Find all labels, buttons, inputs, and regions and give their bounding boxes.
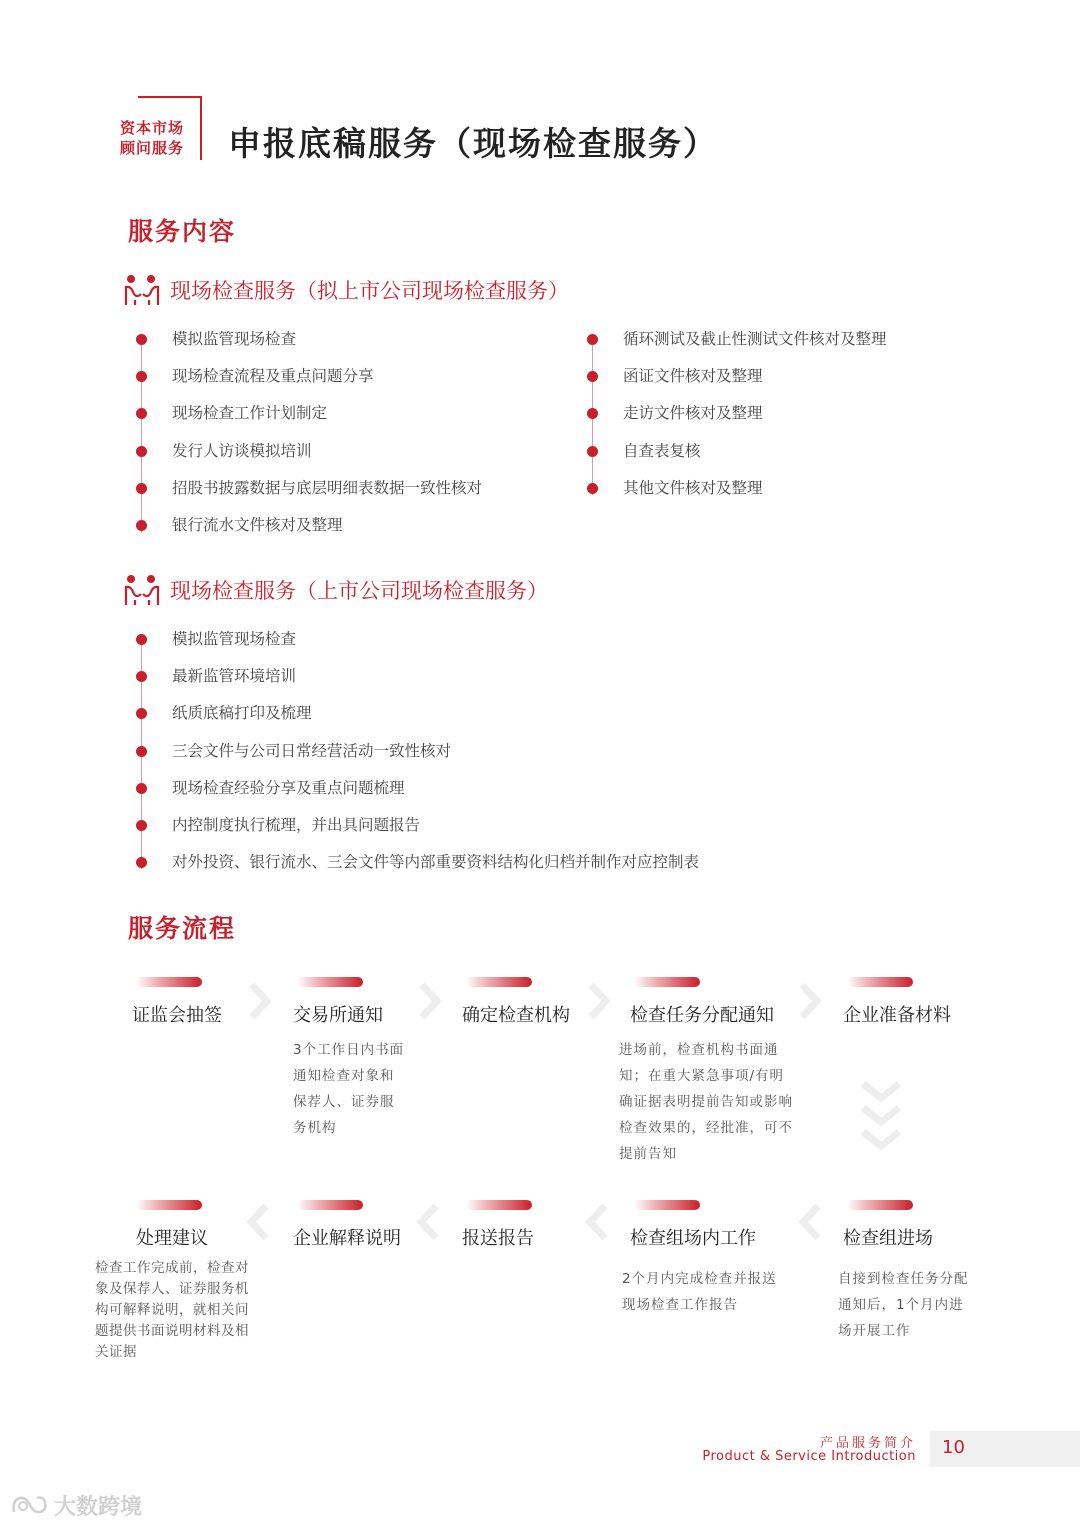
step-bar (136, 1200, 202, 1210)
step-desc: 2个月内完成检查并报送现场检查工作报告 (622, 1271, 777, 1313)
chevron-right-icon (248, 982, 272, 1020)
list-item-text: 银行流水文件核对及整理 (172, 515, 343, 534)
bullet-dot-icon (136, 820, 147, 831)
step-bar (466, 1200, 532, 1210)
bullet-dot-icon (587, 371, 598, 382)
list-item-text: 其他文件核对及整理 (623, 478, 763, 497)
step-title: 企业解释说明 (293, 1228, 401, 1249)
list-item (126, 701, 826, 738)
list-item (577, 401, 1017, 438)
step-desc: 进场前，检查机构书面通知；在重大紧急事项/有明确证据表明提前告知或影响检查效果的，经批准，可不提前告知 (619, 1042, 793, 1162)
list-item-text: 最新监管环境培训 (172, 667, 297, 686)
step-bar (466, 977, 532, 987)
chevron-left-icon (246, 1203, 270, 1241)
list-item (126, 664, 826, 701)
group2-heading-text: 现场检查服务（上市公司现场检查服务） (170, 579, 548, 603)
step-desc: 自接到检查任务分配通知后，1个月内进场开展工作 (838, 1271, 969, 1339)
bullet-dot-icon (136, 483, 147, 494)
list-item-text: 现场检查流程及重点问题分享 (172, 367, 374, 386)
list-item-text: 函证文件核对及整理 (623, 367, 763, 386)
list-item-text: 走访文件核对及整理 (623, 404, 763, 423)
step-title: 企业准备材料 (843, 1005, 951, 1026)
footer-en-label: Product & Service Introduction (702, 1449, 916, 1464)
step-bar (634, 1200, 700, 1210)
group2-list (126, 627, 826, 887)
step-bar (297, 977, 363, 987)
bullet-dot-icon (136, 708, 147, 719)
list-item-text: 模拟监管现场检查 (172, 630, 297, 648)
list-item-text: 发行人访谈模拟培训 (172, 441, 312, 460)
list-item-text: 模拟监管现场检查 (172, 330, 297, 348)
bullet-dot-icon (136, 446, 147, 457)
people-icon (124, 574, 160, 606)
list-item (126, 813, 826, 850)
list-item (577, 364, 1017, 401)
list-item (577, 439, 1017, 476)
list-item-text: 现场检查工作计划制定 (172, 404, 328, 423)
chevron-right-icon (587, 982, 611, 1020)
bullet-dot-icon (136, 783, 147, 794)
bullet-dot-icon (587, 334, 598, 345)
bullet-dot-icon (136, 857, 147, 868)
bullet-dot-icon (136, 671, 147, 682)
chevron-right-icon (798, 982, 822, 1020)
chevron-left-icon (416, 1203, 440, 1241)
group1-heading-text: 现场检查服务（拟上市公司现场检查服务） (170, 279, 569, 303)
list-item (126, 513, 686, 550)
step-title: 交易所通知 (293, 1005, 383, 1026)
bullet-dot-icon (136, 408, 147, 419)
bullet-dot-icon (136, 371, 147, 382)
list-item-text: 招股书披露数据与底层明细表数据一致性核对 (172, 478, 483, 497)
list-item-text: 对外投资、银行流水、三会文件等内部重要资料结构化归档并制作对应控制表 (172, 853, 700, 872)
list-item (577, 476, 1017, 513)
step-bar (634, 977, 700, 987)
bullet-dot-icon (136, 334, 147, 345)
chevron-left-icon (798, 1203, 822, 1241)
watermark-text: 大数跨境 (54, 1495, 143, 1520)
step-desc: 3个工作日内书面通知检查对象和保荐人、证券服务机构 (293, 1042, 405, 1136)
list-item-text: 自查表复核 (623, 441, 701, 460)
group1-right-list (577, 327, 1017, 513)
page-title: 申报底稿服务（现场检查服务） (228, 124, 718, 163)
section-badge (118, 96, 202, 160)
step-title: 证监会抽签 (132, 1005, 222, 1026)
step-title: 检查组场内工作 (630, 1228, 756, 1249)
badge-line-2: 顾问服务 (120, 139, 185, 157)
step-bar (847, 1200, 913, 1210)
badge-line-1: 资本市场 (120, 119, 185, 137)
list-item-text: 纸质底稿打印及梳理 (172, 704, 312, 723)
bullet-dot-icon (587, 446, 598, 457)
list-item (126, 739, 826, 776)
page-number: 10 (942, 1437, 965, 1458)
step-title: 报送报告 (462, 1228, 534, 1249)
list-item-text: 内控制度执行梳理，并出具问题报告 (172, 815, 421, 834)
list-item (126, 850, 826, 887)
step-bar (136, 977, 202, 987)
infinity-logo-icon (10, 1492, 50, 1518)
people-icon (124, 274, 160, 306)
list-item (577, 327, 1017, 364)
bullet-dot-icon (136, 520, 147, 531)
step-bar (297, 1200, 363, 1210)
footer-cn-label: 产品服务简介 (819, 1436, 916, 1451)
list-item (126, 627, 826, 664)
step-title: 检查组进场 (843, 1228, 933, 1249)
step-title: 处理建议 (136, 1228, 208, 1249)
bullet-dot-icon (587, 408, 598, 419)
list-item-text: 三会文件与公司日常经营活动一致性核对 (172, 741, 452, 760)
list-item-text: 现场检查经验分享及重点问题梳理 (172, 778, 405, 797)
chevron-right-icon (418, 982, 442, 1020)
chevron-left-icon (585, 1203, 609, 1241)
chevron-double-down-icon (857, 1078, 905, 1152)
process-section-title: 服务流程 (128, 914, 237, 943)
page-number-box (930, 1431, 1080, 1467)
step-bar (847, 977, 913, 987)
step-title: 检查任务分配通知 (630, 1005, 774, 1026)
step-desc: 检查工作完成前，检查对象及保荐人、证券服务机构可解释说明，就相关问题提供书面说明材料及相关证据 (95, 1260, 249, 1360)
bullet-dot-icon (136, 634, 147, 645)
bullet-dot-icon (587, 483, 598, 494)
step-title: 确定检查机构 (462, 1005, 570, 1026)
list-item-text: 循环测试及截止性测试文件核对及整理 (623, 330, 887, 348)
content-section-title: 服务内容 (128, 217, 237, 246)
list-item (126, 776, 826, 813)
bullet-dot-icon (136, 746, 147, 757)
